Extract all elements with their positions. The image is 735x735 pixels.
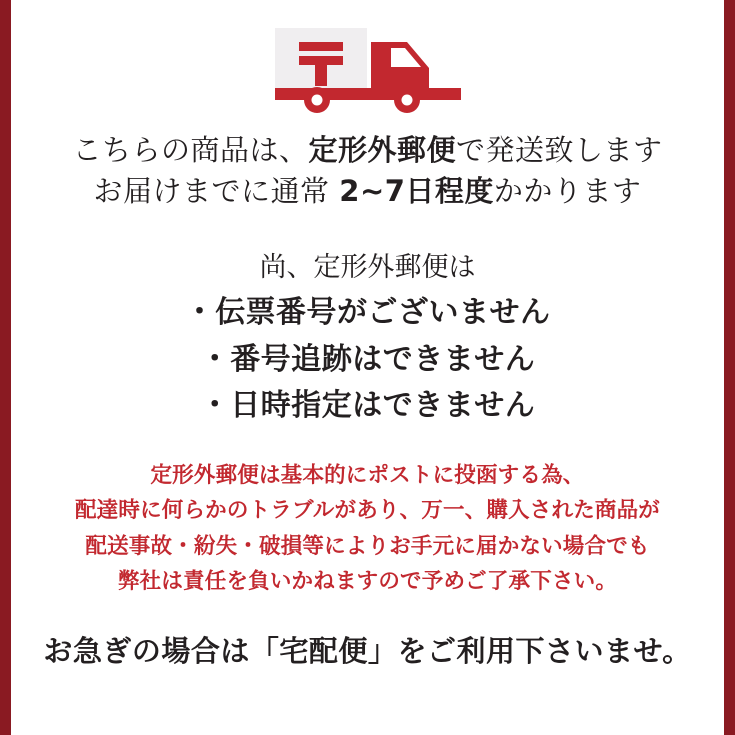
condition-item-3: ・日時指定はできません: [199, 388, 536, 424]
footer-text-b: をご利用下さいませ。: [397, 634, 692, 669]
intro-line-1: [11, 130, 724, 171]
intro-line-1-text-b: で発送致します: [456, 133, 663, 167]
intro-line-2: [11, 171, 724, 212]
delivery-truck-graphic: [273, 26, 463, 114]
delivery-truck-icon: [273, 26, 463, 114]
footer-emphasis: 「宅配便」: [249, 634, 398, 669]
warning-line-2: 配達時に何らかのトラブルがあり、万一、購入された商品が: [74, 498, 661, 524]
intro-line-1-text-a: こちらの商品は、: [72, 133, 309, 167]
condition-item-2: ・番号追跡はできません: [199, 341, 536, 377]
condition-item-1: ・伝票番号がございません: [184, 295, 551, 331]
footer-text-a: お急ぎの場合は: [43, 634, 250, 669]
intro-line-1-emphasis: 定形外郵便: [308, 133, 456, 167]
intro-line-2-text-a: お届けまでに通常: [93, 174, 340, 209]
warning-block: [11, 458, 724, 600]
warning-line-3: 配送事故・紛失・破損等によりお手元に届かない場合でも: [85, 533, 650, 559]
conditions-block: [11, 246, 724, 429]
conditions-heading: 尚、定形外郵便は: [259, 252, 476, 284]
warning-line-4: 弊社は責任を負いかねますので予めご了承下さい。: [117, 568, 618, 594]
intro-line-2-emphasis: 2~7日程度: [339, 174, 494, 209]
intro-block: [11, 130, 724, 212]
footer-line: [11, 631, 724, 672]
notice-content: [11, 0, 724, 735]
footer-block: [11, 631, 724, 672]
intro-line-2-text-b: かかります: [493, 174, 642, 209]
warning-line-1: 定形外郵便は基本的にポストに投函する為、: [150, 462, 585, 488]
